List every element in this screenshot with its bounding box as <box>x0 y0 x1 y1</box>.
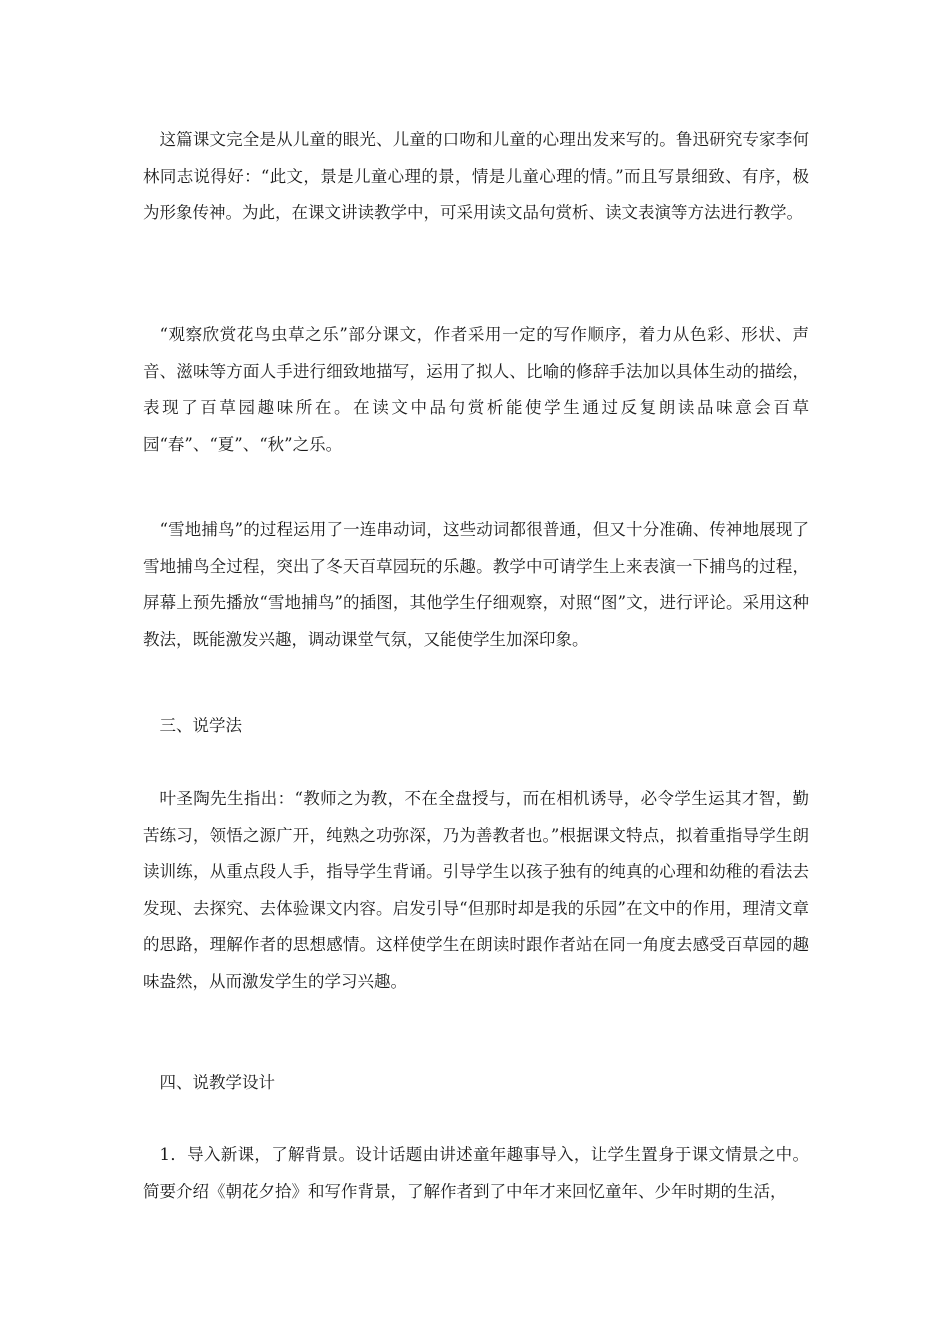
paragraph-1: 这篇课文完全是从儿童的眼光、儿童的口吻和儿童的心理出发来写的。鲁迅研究专家李何林同志说得好：“此文，景是儿童心理的景，情是儿童心理的情。”而且写景细致、有序，极为形象传神。为此，在课文讲读教学中，可采用读文品句赏析、读文表演等方法进行教学。 <box>143 130 809 222</box>
paragraph-2: “观察欣赏花鸟虫草之乐”部分课文，作者采用一定的写作顺序，着力从色彩、形状、声音、滋味等方面人手进行细致地描写，运用了拟人、比喻的修辞手法加以具体生动的描绘，表现了百草园趣味所在。在读文中品句赏析能使学生通过反复朗读品味意会百草园“春”、“夏”、“秋”之乐。 <box>143 325 809 454</box>
paragraph-3: “雪地捕鸟”的过程运用了一连串动词，这些动词都很普通，但又十分准确、传神地展现了雪地捕鸟全过程，突出了冬天百草园玩的乐趣。教学中可请学生上来表演一下捕鸟的过程，屏幕上预先播放“雪地捕鸟”的插图，其他学生仔细观察，对照“图”文，进行评论。采用这种教法，既能激发兴趣，调动课堂气氛，又能使学生加深印象。 <box>143 520 809 649</box>
paragraph-teaching-design: 1．导入新课，了解背景。设计话题由讲述童年趣事导入，让学生置身于课文情景之中。简要介绍《朝花夕拾》和写作背景，了解作者到了中年才来回忆童年、少年时期的生活， <box>143 1145 809 1201</box>
section-heading-teaching-design: 四、说教学设计 <box>159 1073 275 1092</box>
paragraph-learning-method: 叶圣陶先生指出：“教师之为教，不在全盘授与，而在相机诱导，必令学生运其才智，勤苦练习，领悟之源广开，纯熟之功弥深，乃为善教者也。”根据课文特点，拟着重指导学生朗读训练，从重点段人手，指导学生背诵。引导学生以孩子独有的纯真的心理和幼稚的看法去发现、去探究、去体验课文内容。启发引导“但那时却是我的乐园”在文中的作用，理清文章的思路，理解作者的思想感情。这样使学生在朗读时跟作者站在同一角度去感受百草园的趣味盎然，从而激发学生的学习兴趣。 <box>143 789 809 991</box>
section-heading-learning-method: 三、说学法 <box>159 716 242 735</box>
